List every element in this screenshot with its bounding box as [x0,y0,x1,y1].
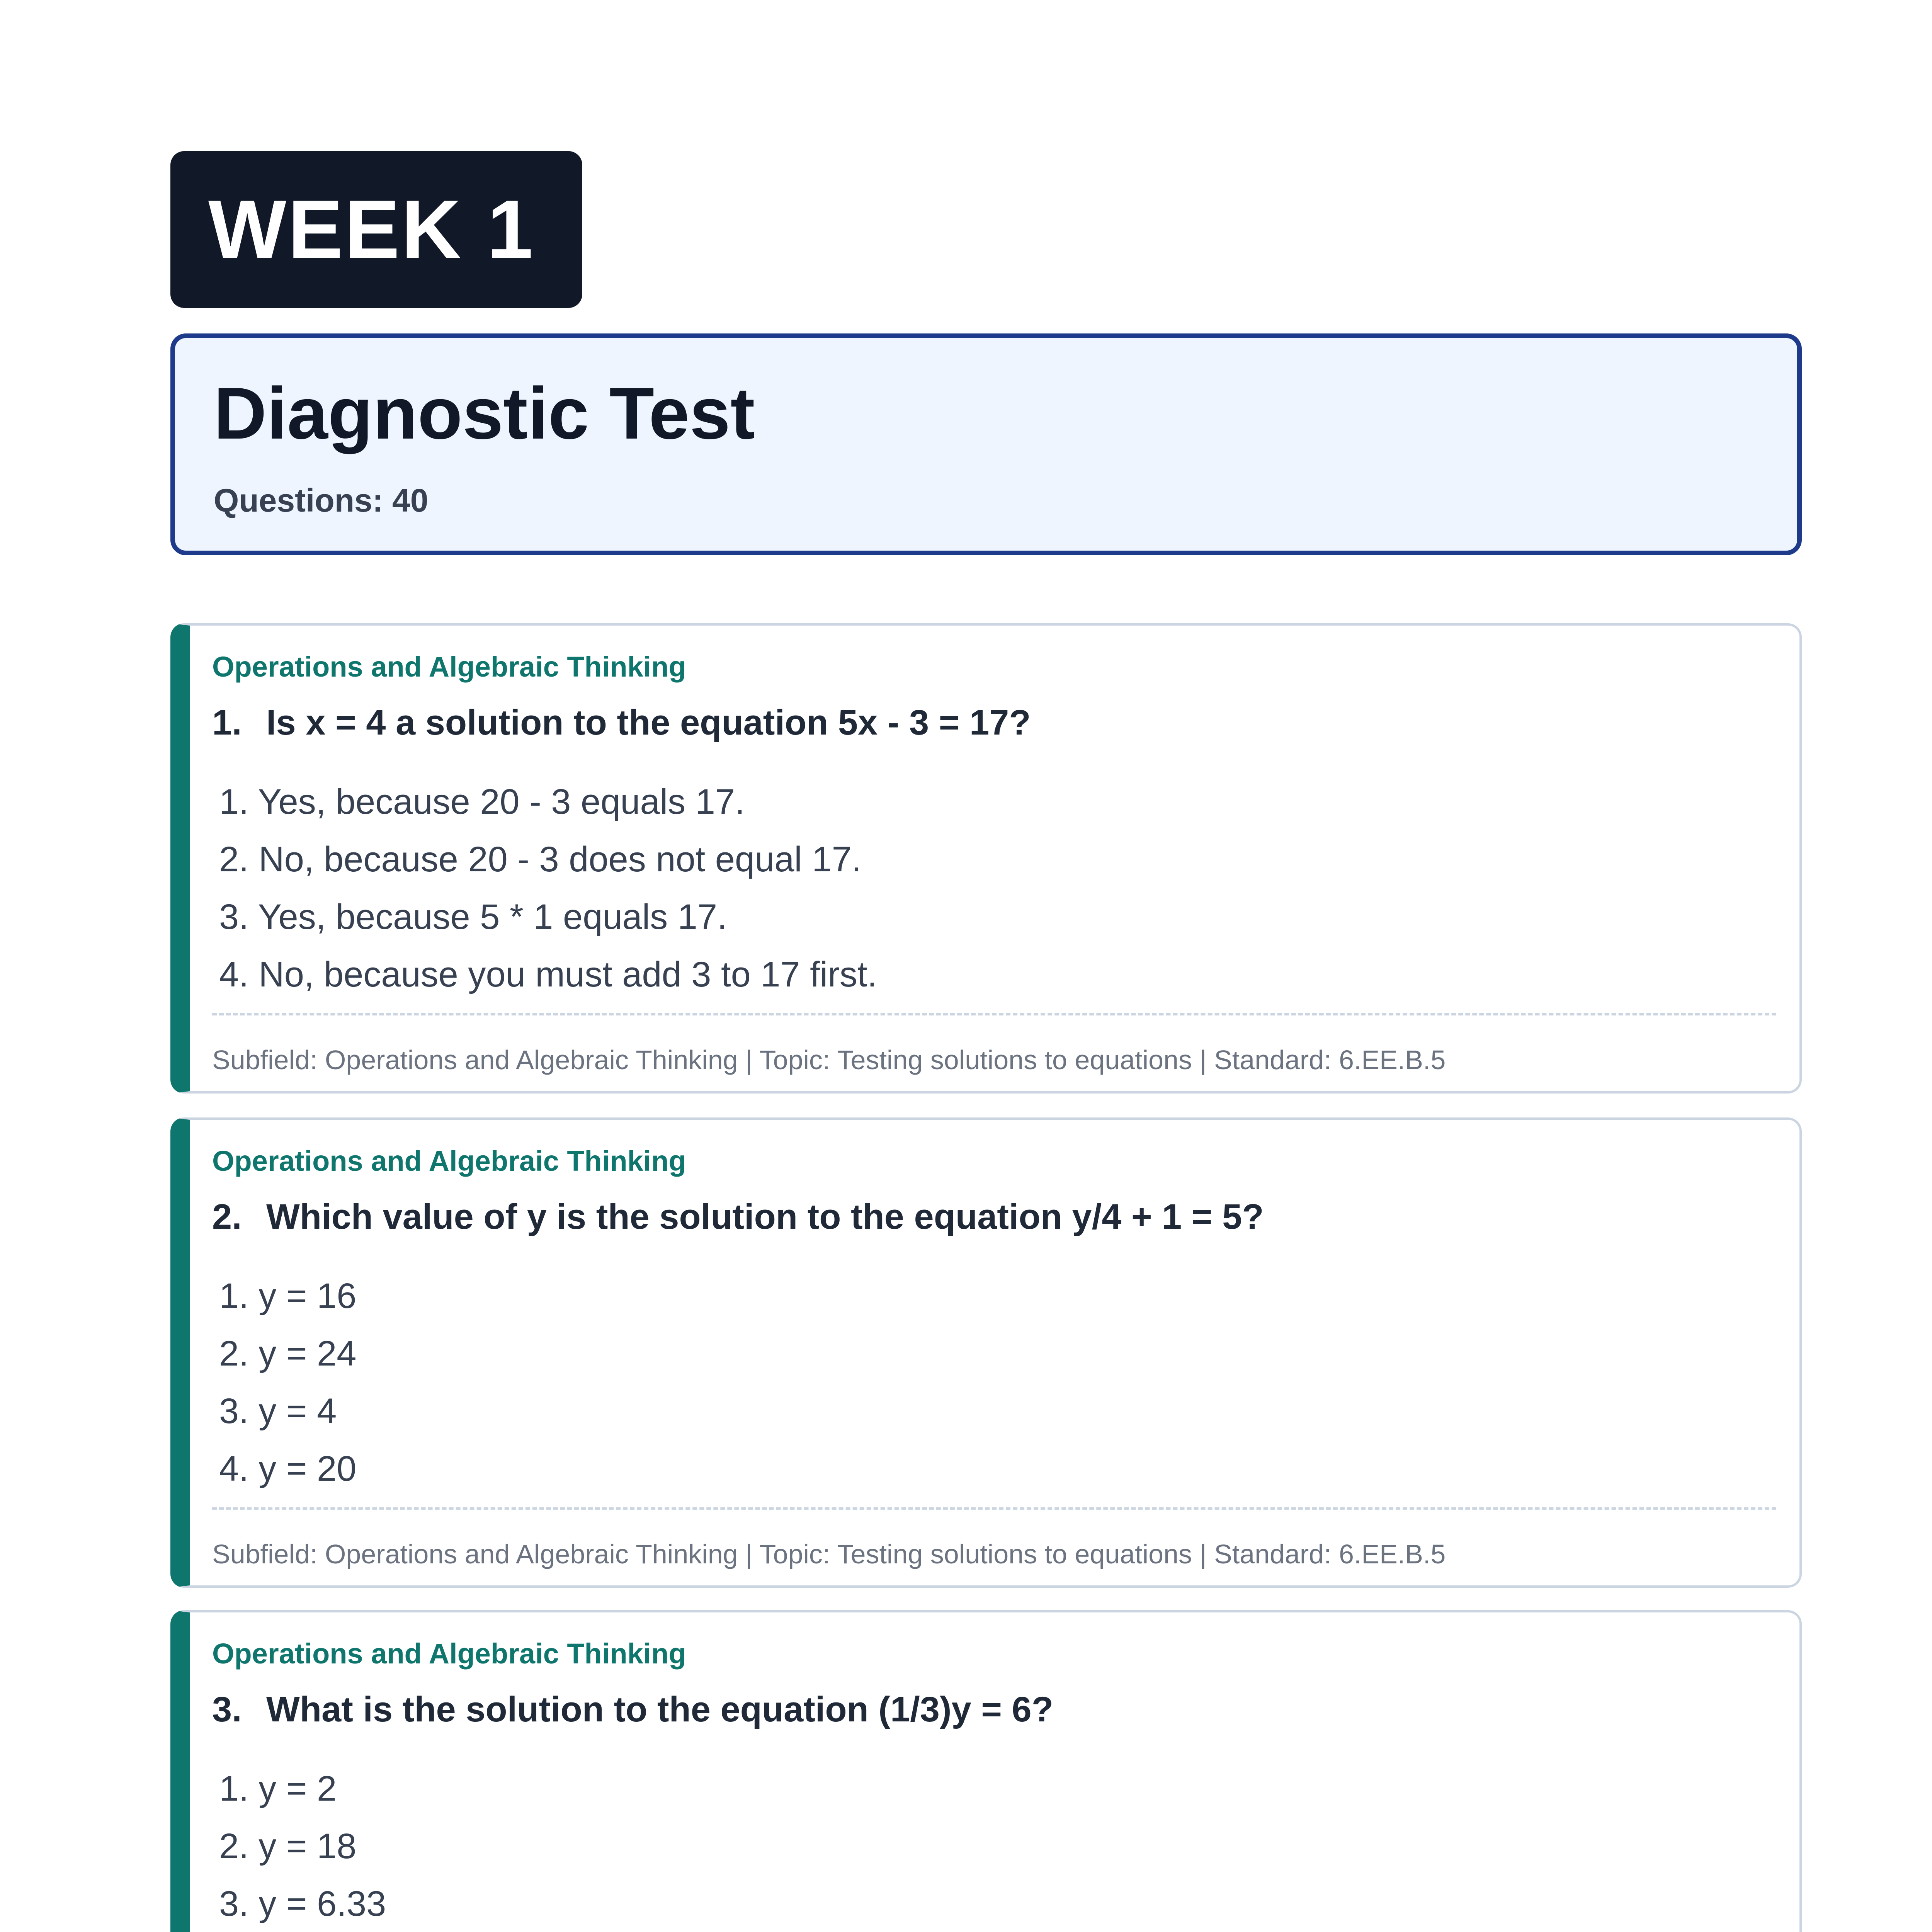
answer-option[interactable]: 1. Yes, because 20 - 3 equals 17. [219,782,745,821]
question-text: Which value of y is the solution to the equation y/4 + 1 = 5? [266,1197,1264,1236]
question-number: 2. [212,1197,242,1236]
answer-option[interactable]: 3. Yes, because 5 * 1 equals 17. [219,897,727,937]
question-stem [212,1692,1053,1727]
question-subfield: Operations and Algebraic Thinking [212,1638,686,1670]
page-title: Diagnostic Test [214,372,755,454]
divider [212,1507,1776,1510]
answer-option[interactable]: 2. y = 24 [219,1334,357,1373]
question-number: 1. [212,703,242,742]
question-count: Questions: 40 [214,482,429,519]
answer-option[interactable]: 4. No, because you must add 3 to 17 first. [219,955,877,994]
answer-options [219,1760,386,1932]
question-card [170,1610,1802,1932]
question-number: 3. [212,1690,242,1729]
question-card [170,623,1802,1094]
question-subfield: Operations and Algebraic Thinking [212,1145,686,1177]
week-label: WEEK 1 [208,183,535,276]
question-text: What is the solution to the equation (1/3)y = 6? [266,1690,1053,1729]
answer-option[interactable]: 2. y = 18 [219,1827,357,1866]
week-badge [170,151,582,308]
question-subfield: Operations and Algebraic Thinking [212,651,686,683]
question-text: Is x = 4 a solution to the equation 5x - 3 = 17? [266,703,1031,742]
divider [212,1013,1776,1015]
answer-option[interactable]: 3. y = 4 [219,1391,337,1431]
question-metadata: Subfield: Operations and Algebraic Thinking | Topic: Testing solutions to equations | Standard: 6.EE.B.5 [212,1045,1446,1075]
question-stem [212,1199,1264,1235]
answer-option[interactable]: 3. y = 6.33 [219,1884,386,1923]
answer-option[interactable]: 4. y = 20 [219,1449,357,1488]
answer-options [219,1267,356,1498]
answer-option[interactable]: 1. y = 16 [219,1276,357,1316]
question-card [170,1117,1802,1588]
answer-option[interactable]: 1. y = 2 [219,1769,337,1808]
answer-option[interactable]: 2. No, because 20 - 3 does not equal 17. [219,840,862,879]
question-stem [212,705,1031,740]
test-header [170,333,1802,555]
question-metadata: Subfield: Operations and Algebraic Thinking | Topic: Testing solutions to equations | Standard: 6.EE.B.5 [212,1539,1446,1569]
answer-options [219,773,877,1003]
